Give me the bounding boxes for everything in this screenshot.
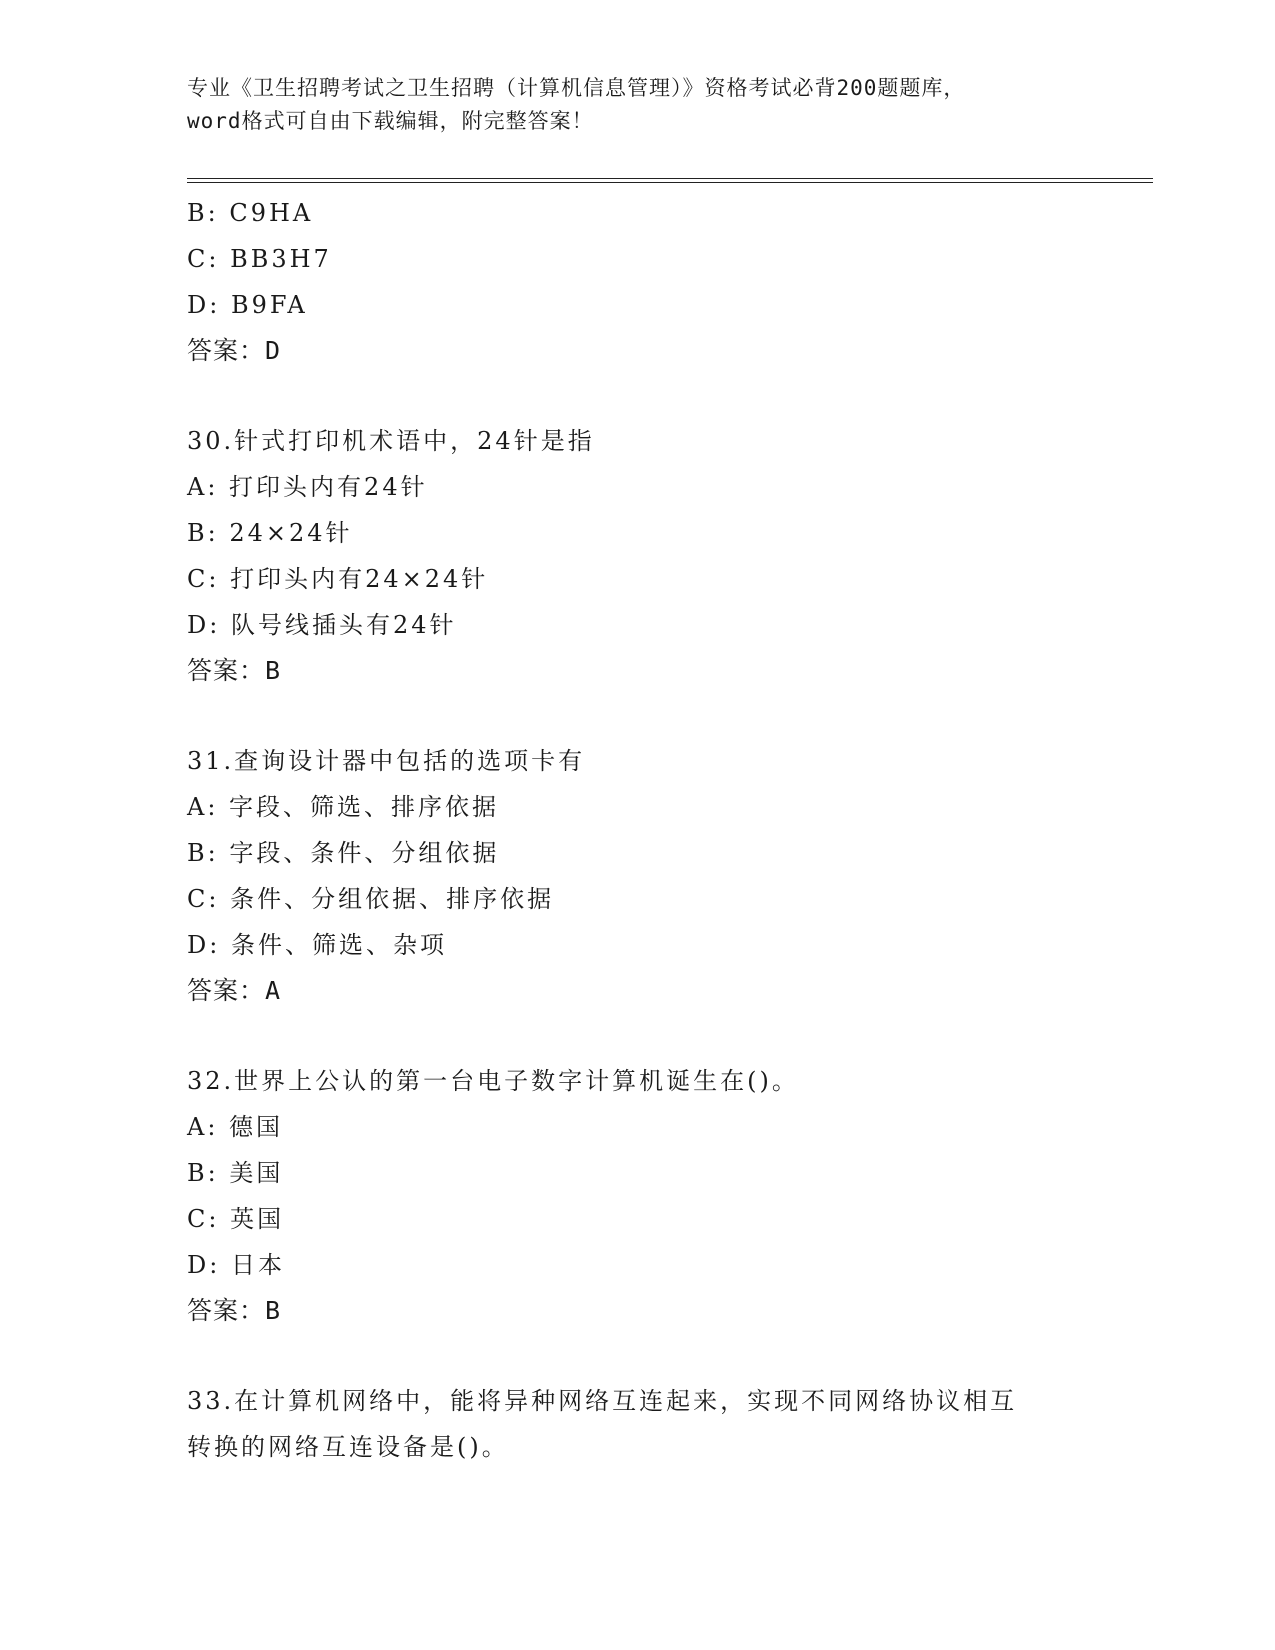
answer: 答案：B	[187, 1296, 282, 1325]
question-stem-line-2: 转换的网络互连设备是()。	[187, 1433, 509, 1461]
answer: 答案：B	[187, 656, 282, 685]
option-c: C: 条件、分组依据、排序依据	[187, 885, 555, 913]
question-30	[187, 418, 1137, 694]
header-divider-bottom	[187, 182, 1153, 183]
option-a: A: 字段、筛选、排序依据	[187, 793, 500, 821]
option-b: B: C9HA	[187, 199, 314, 227]
question-31	[187, 738, 1137, 1014]
document-header	[187, 72, 1087, 138]
question-list	[187, 190, 1137, 1470]
option-d: D: 日本	[187, 1251, 285, 1279]
question-33	[187, 1378, 1087, 1470]
question-32	[187, 1058, 1137, 1334]
option-d: D: B9FA	[187, 291, 308, 319]
header-title-line-1: 专业《卫生招聘考试之卫生招聘（计算机信息管理）》资格考试必背200题题库，	[187, 76, 966, 100]
option-c: C: BB3H7	[187, 245, 332, 273]
option-a: A: 德国	[187, 1113, 284, 1141]
option-a: A: 打印头内有24针	[187, 473, 428, 501]
option-c: C: 打印头内有24×24针	[187, 565, 489, 593]
option-d: D: 队号线插头有24针	[187, 611, 457, 639]
header-title-line-2: word格式可自由下载编辑，附完整答案！	[187, 109, 594, 133]
option-c: C: 英国	[187, 1205, 285, 1233]
question-stem: 32.世界上公认的第一台电子数字计算机诞生在()。	[187, 1067, 799, 1095]
question-29-continued	[187, 190, 1137, 374]
question-stem-line-1: 33.在计算机网络中，能将异种网络互连起来，实现不同网络协议相互	[187, 1387, 1018, 1415]
answer: 答案：A	[187, 976, 282, 1005]
option-d: D: 条件、筛选、杂项	[187, 931, 447, 959]
option-b: B: 字段、条件、分组依据	[187, 839, 500, 867]
option-b: B: 美国	[187, 1159, 284, 1187]
question-stem: 30.针式打印机术语中，24针是指	[187, 427, 595, 455]
question-stem: 31.查询设计器中包括的选项卡有	[187, 747, 586, 775]
answer: 答案：D	[187, 336, 282, 365]
option-b: B: 24×24针	[187, 519, 353, 547]
header-divider-top	[187, 178, 1153, 179]
